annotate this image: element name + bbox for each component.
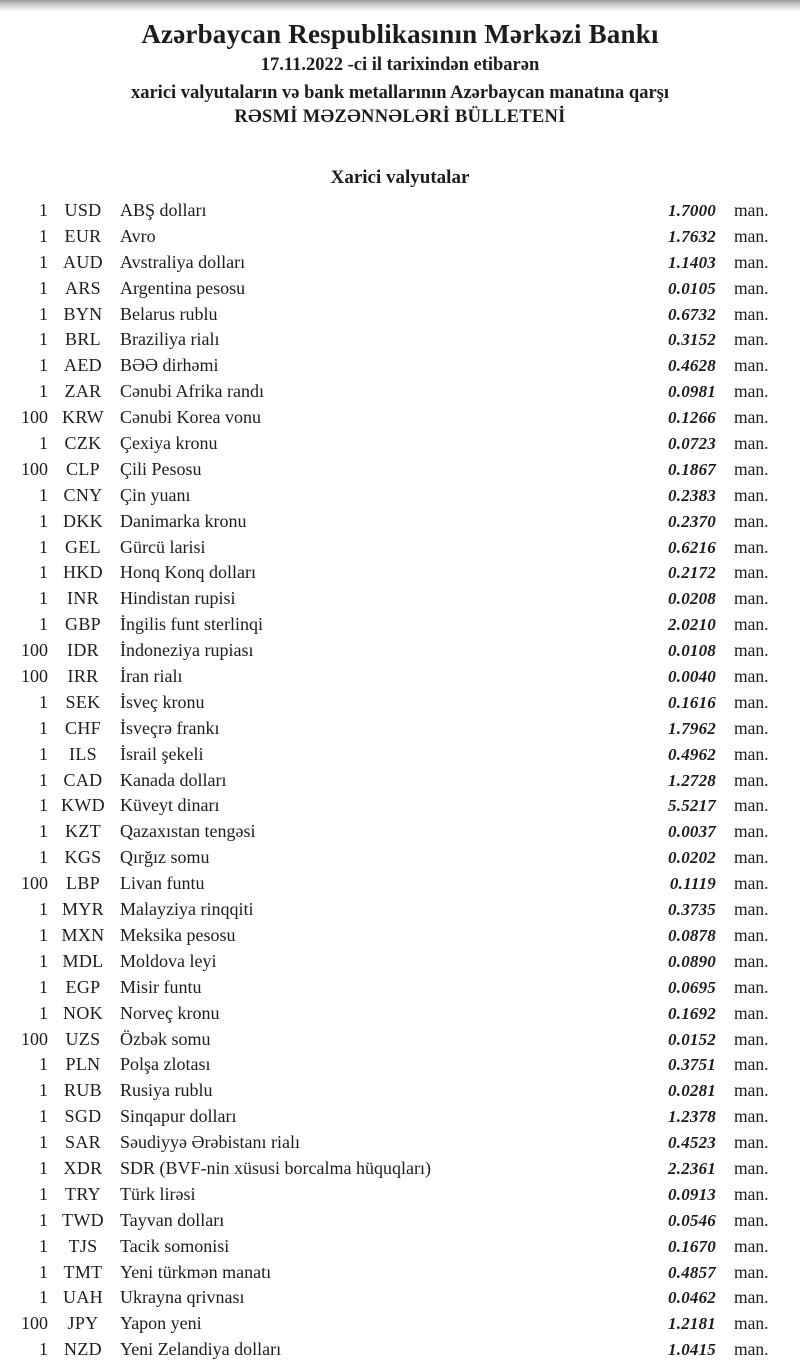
currency-name: Livan funtu [120,873,205,894]
rate-quantity: 1 [39,717,48,738]
rate-row [0,1156,774,1182]
rate-quantity: 1 [39,847,48,868]
currency-name: Rusiya rublu [120,1080,213,1101]
rate-quantity: 100 [21,666,48,687]
rate-row [0,198,774,224]
rate-row [0,224,774,250]
currency-name: Avstraliya dolları [120,251,246,272]
rate-unit: man. [734,329,769,350]
rate-value: 0.4628 [668,356,716,376]
currency-code: GBP [65,614,101,635]
rate-quantity: 1 [39,769,48,790]
rate-value: 0.1692 [668,1003,716,1023]
rate-quantity: 100 [21,873,48,894]
bulletin-title: RƏSMİ MƏZƏNNƏLƏRİ BÜLLETENİ [234,107,566,127]
rate-quantity: 1 [39,924,48,945]
currency-name: Çili Pesosu [120,458,202,479]
currency-name: Tacik somonisi [120,1235,230,1256]
currency-code: AED [64,355,102,376]
currency-code: KWD [61,795,105,816]
currency-name: Qazaxıstan tengəsi [120,821,256,842]
rate-value: 0.0281 [668,1081,716,1101]
rate-value: 1.7632 [668,226,716,246]
rate-quantity: 1 [39,1183,48,1204]
rate-value: 0.1867 [668,459,716,479]
rate-unit: man. [734,1028,769,1049]
rate-unit: man. [734,717,769,738]
rate-value: 0.2370 [668,511,716,531]
rate-unit: man. [734,355,769,376]
rate-unit: man. [734,743,769,764]
rate-value: 0.1616 [668,692,716,712]
currency-code: IRR [67,666,99,687]
rate-value: 0.1119 [669,874,716,894]
rate-unit: man. [734,484,769,505]
currency-code: KZT [65,821,101,842]
rate-row [0,1182,774,1208]
rate-unit: man. [734,562,769,583]
currency-name: Argentina pesosu [120,277,246,298]
rate-unit: man. [734,795,769,816]
currency-name: Tayvan dolları [120,1209,225,1230]
rate-quantity: 1 [39,1080,48,1101]
rate-quantity: 1 [39,691,48,712]
currency-code: SGD [64,1106,102,1127]
currency-name: Norveç kronu [120,1002,220,1023]
currency-code: HKD [63,562,103,583]
currency-code: CHF [65,717,101,738]
currency-name: Yeni Zelandiya dolları [120,1339,282,1360]
currency-code: LBP [66,873,100,894]
rate-row [0,897,774,923]
rate-unit: man. [734,769,769,790]
rate-unit: man. [734,536,769,557]
currency-code: ARS [65,277,101,298]
rate-quantity: 100 [21,407,48,428]
rate-quantity: 1 [39,225,48,246]
rate-unit: man. [734,976,769,997]
subject-line: xarici valyutaların və bank metallarının Azərbaycan manatına qarşı [130,83,670,103]
rate-quantity: 1 [39,355,48,376]
rate-row [0,250,774,276]
rate-quantity: 1 [39,277,48,298]
rate-value: 0.6216 [668,537,716,557]
currency-code: INR [67,588,99,609]
rate-row [0,638,774,664]
rate-quantity: 1 [39,484,48,505]
rate-value: 5.5217 [668,796,716,816]
rate-value: 0.0105 [668,278,716,298]
currency-name: Honq Konq dolları [120,562,256,583]
rate-row [0,1285,774,1311]
rate-value: 1.2181 [668,1314,716,1334]
rate-unit: man. [734,950,769,971]
rate-quantity: 1 [39,588,48,609]
rate-value: 0.0913 [668,1184,716,1204]
rate-row [0,975,774,1001]
currency-name: Cənubi Korea vonu [120,407,261,428]
rate-row [0,1104,774,1130]
currency-name: Sinqapur dolları [120,1106,237,1127]
rate-unit: man. [734,1080,769,1101]
rate-quantity: 1 [39,1261,48,1282]
rate-unit: man. [734,691,769,712]
currency-code: JPY [67,1313,99,1334]
currency-name: BƏƏ dirhəmi [120,355,219,376]
rate-quantity: 1 [39,1235,48,1256]
rate-row [0,742,774,768]
rate-row [0,819,774,845]
currency-code: EGP [65,976,101,997]
rate-unit: man. [734,899,769,920]
rate-value: 1.7962 [668,718,716,738]
rate-value: 0.6732 [668,304,716,324]
currency-code: TJS [68,1235,98,1256]
rate-unit: man. [734,1339,769,1360]
currency-code: AUD [63,251,103,272]
rate-row [0,483,774,509]
currency-name: İsveçrə frankı [120,717,220,738]
currency-name: Türk lirəsi [120,1183,196,1204]
currency-code: GEL [65,536,101,557]
rate-quantity: 1 [39,536,48,557]
rate-value: 1.0415 [668,1340,716,1360]
rate-row [0,457,774,483]
currency-name: İran rialı [120,666,183,687]
rate-value: 0.0695 [668,977,716,997]
rate-row [0,431,774,457]
currency-code: MXN [61,924,105,945]
rate-row [0,871,774,897]
rate-unit: man. [734,225,769,246]
rate-unit: man. [734,588,769,609]
rate-unit: man. [734,847,769,868]
rate-row [0,1027,774,1053]
rate-quantity: 1 [39,821,48,842]
rate-row [0,949,774,975]
currency-code: DKK [63,510,103,531]
rate-row [0,586,774,612]
currency-name: Çin yuanı [120,484,191,505]
rate-unit: man. [734,666,769,687]
rate-value: 0.0037 [668,822,716,842]
rate-row [0,509,774,535]
rate-unit: man. [734,1313,769,1334]
rate-quantity: 1 [39,1339,48,1360]
currency-name: Danimarka kronu [120,510,247,531]
currency-name: İngilis funt sterlinqi [120,614,263,635]
rate-unit: man. [734,277,769,298]
rate-row [0,1001,774,1027]
rate-value: 0.0723 [668,434,716,454]
rate-quantity: 1 [39,1054,48,1075]
currency-name: Ukrayna qrivnası [120,1287,245,1308]
rate-value: 0.4962 [668,744,716,764]
rate-value: 0.0462 [668,1288,716,1308]
rate-value: 0.2383 [668,485,716,505]
rate-quantity: 1 [39,614,48,635]
rate-row [0,1234,774,1260]
currency-name: Belarus rublu [120,303,218,324]
rate-row [0,845,774,871]
rate-value: 0.0890 [668,951,716,971]
rate-unit: man. [734,1183,769,1204]
currency-code: TRY [65,1183,101,1204]
rate-quantity: 1 [39,510,48,531]
rate-quantity: 1 [39,200,48,220]
currency-code: KGS [64,847,102,868]
rate-quantity: 1 [39,251,48,272]
currency-code: KRW [62,407,104,428]
section-title-foreign-currencies: Xarici valyutalar [330,167,470,188]
rate-row [0,612,774,638]
bank-title: Azərbaycan Respublikasının Mərkəzi Bankı [141,19,659,49]
currency-name: Meksika pesosu [120,924,236,945]
rate-value: 0.0108 [668,641,716,661]
rate-quantity: 1 [39,1132,48,1153]
effective-date-line: 17.11.2022 -ci il tarixindən etibarən [260,55,540,75]
rate-quantity: 1 [39,433,48,454]
rate-row [0,664,774,690]
rate-quantity: 100 [21,1313,48,1334]
currency-code: UZS [65,1028,101,1049]
rate-value: 0.0878 [668,925,716,945]
rate-unit: man. [734,1209,769,1230]
rate-value: 0.2172 [668,563,716,583]
currency-name: Çexiya kronu [120,433,218,454]
currency-name: İsveç kronu [120,691,205,712]
currency-name: Səudiyyə Ərəbistanı rialı [120,1132,300,1153]
rate-quantity: 1 [39,1157,48,1178]
currency-code: MDL [62,950,104,971]
rate-quantity: 1 [39,976,48,997]
currency-name: Gürcü larisi [120,536,206,557]
rate-quantity: 1 [39,743,48,764]
currency-code: NZD [64,1339,102,1360]
rate-quantity: 1 [39,950,48,971]
currency-name: Cənubi Afrika randı [120,381,264,402]
rate-unit: man. [734,614,769,635]
rate-unit: man. [734,381,769,402]
currency-name: Malayziya rinqqiti [120,899,254,920]
currency-name: Küveyt dinarı [120,795,220,816]
currency-code: CAD [63,769,103,790]
rate-unit: man. [734,640,769,661]
rate-row [0,1208,774,1234]
currency-code: ZAR [64,381,102,402]
rate-quantity: 1 [39,1106,48,1127]
currency-name: İsrail şekeli [120,743,204,764]
currency-code: NOK [63,1002,103,1023]
currency-code: XDR [63,1157,103,1178]
currency-name: Braziliya rialı [120,329,220,350]
rate-unit: man. [734,433,769,454]
currency-code: SEK [65,691,101,712]
currency-code: UAH [63,1287,103,1308]
rate-value: 1.1403 [668,252,716,272]
rate-unit: man. [734,1287,769,1308]
rate-row [0,535,774,561]
rate-row [0,1052,774,1078]
rate-unit: man. [734,1132,769,1153]
rate-quantity: 1 [39,899,48,920]
rate-value: 2.0210 [668,615,716,635]
currency-name: Kanada dolları [120,769,227,790]
rate-unit: man. [734,407,769,428]
rate-unit: man. [734,1157,769,1178]
rate-row [0,923,774,949]
rate-quantity: 1 [39,1209,48,1230]
rate-unit: man. [734,510,769,531]
currency-code: BYN [63,303,103,324]
rate-row [0,353,774,379]
currency-name: Hindistan rupisi [120,588,236,609]
currency-name: Qırğız somu [120,847,210,868]
currency-code: IDR [67,640,99,661]
scan-edge-shadow [0,0,800,12]
bulletin-header [0,18,800,128]
currency-name: SDR (BVF-nin xüsusi borcalma hüquqları) [120,1157,431,1178]
rate-unit: man. [734,200,769,220]
rate-value: 0.4523 [668,1133,716,1153]
currency-code: SAR [65,1132,101,1153]
currency-code: EUR [64,225,102,246]
rate-quantity: 1 [39,562,48,583]
rate-value: 0.0546 [668,1210,716,1230]
rate-value: 0.1266 [668,408,716,428]
rate-value: 0.0981 [668,382,716,402]
currency-code: MYR [62,899,104,920]
rate-quantity: 1 [39,329,48,350]
rate-value: 1.2728 [668,770,716,790]
currency-code: TMT [63,1261,103,1282]
rate-quantity: 1 [39,303,48,324]
rate-quantity: 1 [39,381,48,402]
rate-unit: man. [734,1261,769,1282]
rate-unit: man. [734,821,769,842]
rate-row [0,405,774,431]
rate-row [0,690,774,716]
rate-value: 0.3735 [668,900,716,920]
rate-row [0,793,774,819]
rate-quantity: 1 [39,1002,48,1023]
rate-unit: man. [734,1235,769,1256]
rate-row [0,1130,774,1156]
rate-value: 0.4857 [668,1262,716,1282]
rate-value: 0.1670 [668,1236,716,1256]
rate-quantity: 1 [39,795,48,816]
currency-name: ABŞ dolları [120,200,207,220]
rate-row [0,560,774,586]
rate-value: 0.0152 [668,1029,716,1049]
rate-row [0,327,774,353]
rate-value: 0.3152 [668,330,716,350]
rate-value: 2.2361 [668,1158,716,1178]
currency-name: Yeni türkmən manatı [120,1261,272,1282]
rate-row [0,768,774,794]
currency-code: PLN [65,1054,101,1075]
rate-unit: man. [734,873,769,894]
rate-value: 0.0208 [668,589,716,609]
rate-row [0,1311,774,1337]
rate-row [0,716,774,742]
rate-unit: man. [734,458,769,479]
rate-row [0,379,774,405]
rate-row [0,276,774,302]
currency-name: Polşa zlotası [120,1054,211,1075]
currency-code: CNY [63,484,103,505]
currency-name: Özbək somu [120,1028,211,1049]
rate-value: 0.0040 [668,667,716,687]
currency-code: TWD [62,1209,104,1230]
rate-unit: man. [734,251,769,272]
rate-unit: man. [734,1054,769,1075]
currency-name: İndoneziya rupiası [120,640,254,661]
currency-code: USD [64,200,102,220]
rate-row [0,302,774,328]
rate-unit: man. [734,1002,769,1023]
rate-quantity: 100 [21,458,48,479]
rate-quantity: 100 [21,640,48,661]
rate-row [0,1078,774,1104]
rate-row [0,1337,774,1363]
currency-code: CLP [66,458,100,479]
currency-code: CZK [64,433,102,454]
currency-name: Avro [120,225,156,246]
rate-value: 1.2378 [668,1107,716,1127]
currency-code: BRL [65,329,101,350]
currency-name: Yapon yeni [120,1313,202,1334]
rate-quantity: 1 [39,1287,48,1308]
rate-quantity: 100 [21,1028,48,1049]
rate-value: 0.0202 [668,848,716,868]
currency-code: ILS [69,743,97,764]
currency-code: RUB [64,1080,102,1101]
currency-name: Moldova leyi [120,950,217,971]
rate-unit: man. [734,1106,769,1127]
rate-value: 0.3751 [668,1055,716,1075]
rate-value: 1.7000 [668,201,716,220]
exchange-rates-table [0,198,800,1363]
currency-name: Misir funtu [120,976,202,997]
rate-unit: man. [734,303,769,324]
rate-unit: man. [734,924,769,945]
rate-row [0,1260,774,1286]
